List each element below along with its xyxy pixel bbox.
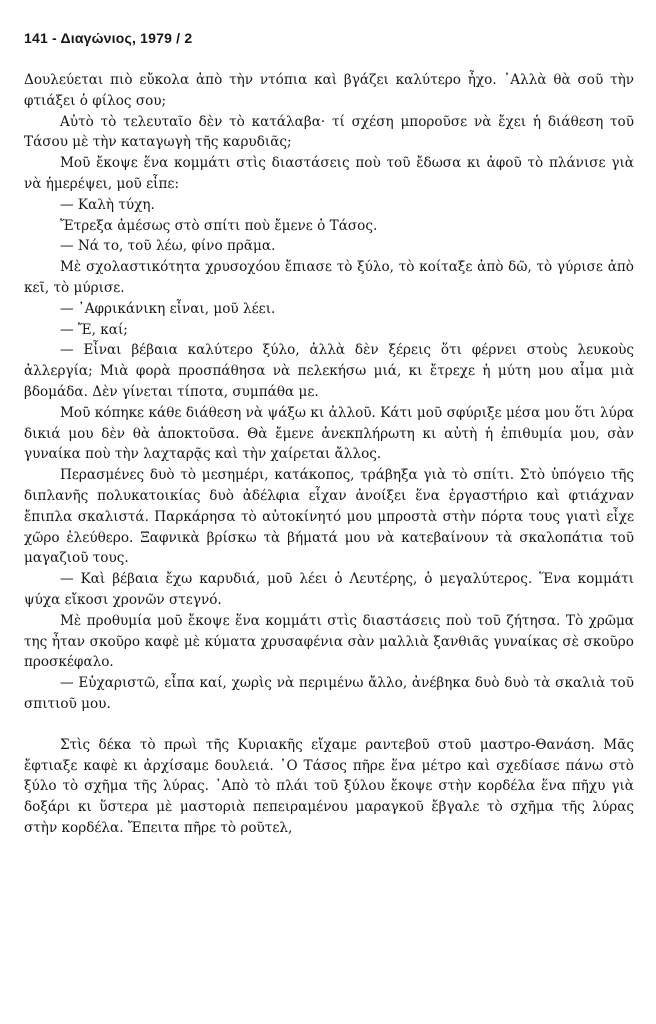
document-page [24, 30, 634, 839]
paragraph: — Εὐχαριστῶ, εἶπα καί, χωρὶς νὰ περιμένω ἄλλο, ἀνέβηκα δυὸ δυὸ τὰ σκαλιὰ τοῦ σπιτιοῦ μου. [24, 675, 634, 712]
paragraph: Μοῦ ἔκοψε ἕνα κομμάτι στὶς διαστάσεις ποὺ τοῦ ἔδωσα κι ἀφοῦ τὸ πλάνισε γιὰ νὰ ἡμερέψει, μοῦ εἶπε: [24, 155, 634, 192]
paragraph: Ἔτρεξα ἀμέσως στὸ σπίτι ποὺ ἔμενε ὁ Τάσος. [60, 217, 378, 234]
paragraph: Δουλεύεται πιὸ εὔκολα ἀπὸ τὴν ντόπια καὶ βγάζει καλύτερο ἦχο. ᾿Αλλὰ θὰ σοῦ τὴν φτιάξει ὁ φίλος σου; [24, 72, 634, 109]
paragraph: — Καλὴ τύχη. [60, 196, 155, 213]
paragraph: — Ἔ, καί; [60, 321, 128, 338]
paragraph: — Νά το, τοῦ λέω, φίνο πρᾶμα. [60, 238, 276, 255]
paragraph: Μὲ σχολαστικότητα χρυσοχόου ἔπιασε τὸ ξύλο, τὸ κοίταξε ἀπὸ δῶ, τὸ γύρισε ἀπὸ κεῖ, τὸ μύρισε. [24, 259, 634, 296]
paragraph: — ᾿Αφρικάνικη εἶναι, μοῦ λέει. [60, 300, 276, 317]
paragraph: — Καὶ βέβαια ἔχω καρυδιά, μοῦ λέει ὁ Λευτέρης, ὁ μεγαλύτερος. Ἕνα κομμάτι ψύχα εἴκοσι χρονῶν στεγνό. [24, 571, 634, 608]
paragraph: Στὶς δέκα τὸ πρωὶ τῆς Κυριακῆς εἴχαμε ραντεβοῦ στοῦ μαστρο-Θανάση. Μᾶς ἔφτιαξε καφὲ κι ἀρχίσαμε δουλειά. ῾Ο Τάσος πῆρε ἕνα μέτρο καὶ σχεδίασε πάνω στὸ ξύλο τὸ σχῆμα τῆς λύρας. ᾿Απὸ τὸ πλάι τοῦ ξύλου ἔκοψε στὴν κορδέλα ἕνα πῆχυ γιὰ δοξάρι κι ὕστερα μὲ μαστοριὰ πεπειραμένου μαραγκοῦ ἔβγαλε τὸ σχῆμα τῆς λύρας στὴν κορδέλα. Ἔπειτα πῆρε τὸ ροῦτελ, [24, 736, 634, 836]
paragraph: Περασμένες δυὸ τὸ μεσημέρι, κατάκοπος, τράβηξα γιὰ τὸ σπίτι. Στὸ ὑπόγειο τῆς διπλανῆς πολυκατοικίας δυὸ ἀδέλφια εἶχαν ἀνοίξει ἕνα ἐργαστήριο καὶ φτιάχναν ἔπιπλα σκαλιστά. Παρκάρησα τὸ αὐτοκίνητό μου μπροστὰ στὴν πόρτα τους γιατὶ εἶχε χῶρο ἐλεύθερο. Ξαφνικὰ βρίσκω τὰ βήματά μου νὰ κατεβαίνουν τὰ σκαλοπάτια τοῦ μαγαζιοῦ τους. [24, 467, 634, 567]
paragraph: — Εἶναι βέβαια καλύτερο ξύλο, ἀλλὰ δὲν ξέρεις ὅτι φέρνει στοὺς λευκοὺς ἀλλεργία; Μιὰ φορὰ προσπάθησα νὰ πελεκήσω μιά, κι ἔτρεχε ἡ μύτη μου αἷμα μιὰ βδομάδα. Δὲν γίνεται τίποτα, συμπάθα με. [24, 342, 634, 400]
paragraph: Μοῦ κόπηκε κάθε διάθεση νὰ ψάξω κι ἀλλοῦ. Κάτι μοῦ σφύριξε μέσα μου ὅτι λύρα δικιά μου δὲν θὰ ἀποκτοῦσα. Θὰ ἔμενε ἀνεκπλήρωτη κι αὐτὴ ἡ ἐπιθυμία μου, σὰν γυναίκα ποὺ τὴν λαχταρᾷς καὶ τὴν χαίρεται ἄλλος. [24, 404, 634, 463]
paragraph: Μὲ προθυμία μοῦ ἔκοψε ἕνα κομμάτι στὶς διαστάσεις ποὺ τοῦ ζήτησα. Τὸ χρῶμα της ἦταν σκοῦρο καφὲ μὲ κύματα χρυσαφένια σὰν μαλλιὰ ξανθιᾶς γυναίκας σὲ σκοῦρο προσκέφαλο. [24, 612, 634, 671]
body-text [24, 70, 634, 839]
page-header: 141 - Διαγώνιος, 1979 / 2 [24, 30, 193, 46]
paragraph: Αὐτὸ τὸ τελευταῖο δὲν τὸ κατάλαβα· τί σχέση μποροῦσε νὰ ἔχει ἡ διάθεση τοῦ Τάσου μὲ τὴν καταγωγὴ τῆς καρυδιᾶς; [24, 113, 634, 151]
